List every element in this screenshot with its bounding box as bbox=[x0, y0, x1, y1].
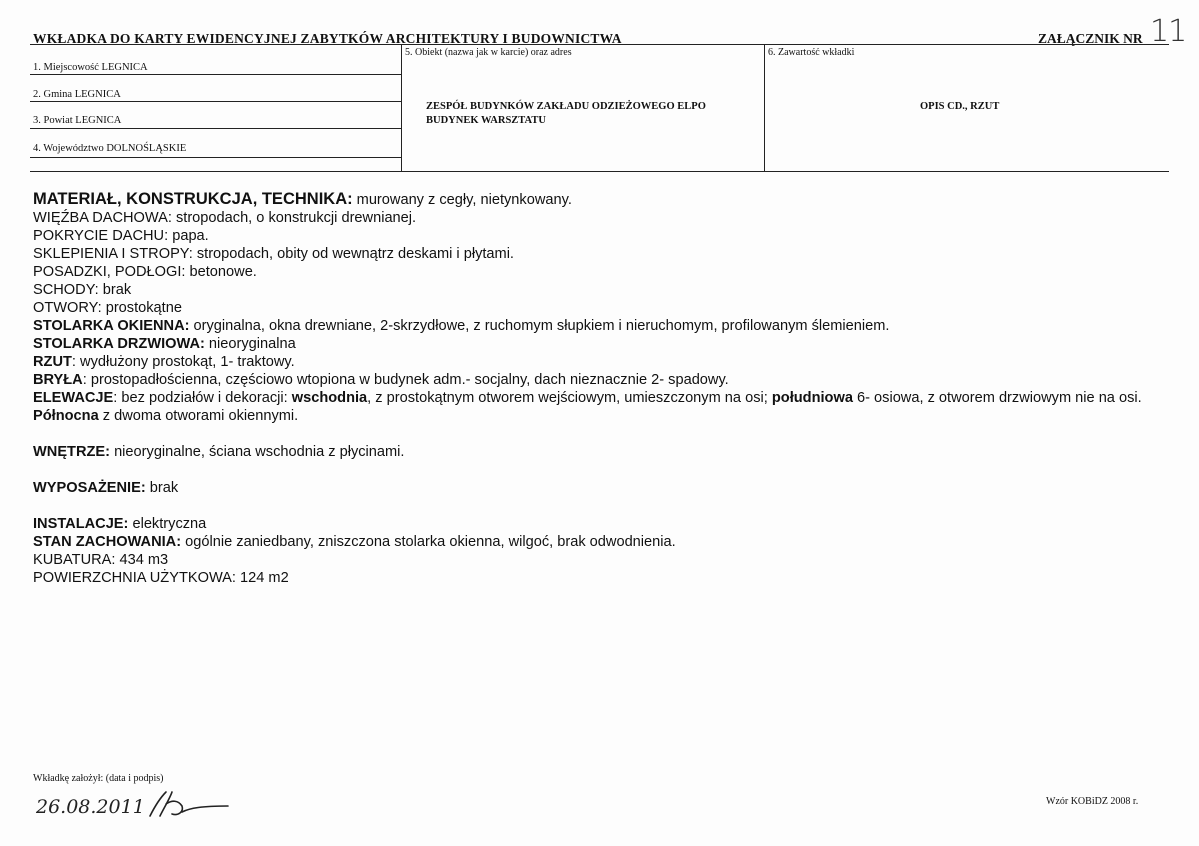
created-by-label: Wkładkę założył: (data i podpis) bbox=[33, 773, 164, 784]
annex-label: ZAŁĄCZNIK NR bbox=[1038, 31, 1143, 46]
table-bottom-border bbox=[30, 171, 1169, 172]
stolarka-okienna-label: STOLARKA OKIENNA: bbox=[33, 318, 190, 334]
signature-scribble bbox=[150, 792, 228, 816]
wyposazenie-label: WYPOSAŻENIE: bbox=[33, 480, 146, 496]
signature-date: 26.08.2011 bbox=[36, 796, 145, 818]
otwory-line: OTWORY: prostokątne bbox=[33, 300, 182, 316]
stan-zachowania-line bbox=[33, 533, 1163, 551]
field-miejscowosc: 1. Miejscowość LEGNICA bbox=[33, 62, 148, 73]
elewacje-line bbox=[33, 389, 1163, 425]
contents-value: OPIS CD., RZUT bbox=[920, 101, 1000, 112]
schody-line: SCHODY: brak bbox=[33, 282, 132, 298]
bryla-label: BRYŁA bbox=[33, 372, 83, 388]
material-line bbox=[33, 190, 1163, 209]
instalacje-value: elektryczna bbox=[128, 516, 207, 532]
kubatura-line: KUBATURA: 434 m3 bbox=[33, 552, 169, 568]
object-name-line1: ZESPÓŁ BUDYNKÓW ZAKŁADU ODZIEŻOWEGO ELPO bbox=[426, 101, 706, 112]
pokrycie-line: POKRYCIE DACHU: papa. bbox=[33, 228, 209, 244]
bryla-line bbox=[33, 371, 1163, 389]
stan-zachowania-label: STAN ZACHOWANIA: bbox=[33, 534, 182, 550]
stolarka-drzwiowa-value: nieoryginalna bbox=[204, 336, 296, 352]
bryla-value: : prostopadłościenna, częściowo wtopiona w budynek adm.- socjalny, dach nieznacznie 2- spadowy. bbox=[82, 372, 729, 388]
contents-label: 6. Zawartość wkładki bbox=[768, 47, 855, 58]
header-table bbox=[30, 44, 1169, 172]
spacer bbox=[33, 497, 1163, 515]
document-title: WKŁADKA DO KARTY EWIDENCYJNEJ ZABYTKÓW ARCHITEKTURY I BUDOWNICTWA bbox=[33, 31, 622, 46]
form-pattern: Wzór KOBiDZ 2008 r. bbox=[1046, 796, 1139, 807]
sklepienia-line: SKLEPIENIA I STROPY: stropodach, obity od wewnątrz deskami i płytami. bbox=[33, 246, 514, 262]
row-divider bbox=[30, 157, 401, 158]
row-divider bbox=[30, 74, 401, 75]
material-label: MATERIAŁ, KONSTRUKCJA, TECHNIKA: bbox=[33, 190, 353, 208]
column-divider-right bbox=[764, 44, 765, 172]
material-value: murowany z cegły, nietynkowany. bbox=[352, 192, 572, 208]
handwritten-signature bbox=[32, 786, 242, 831]
powierzchnia-line: POWIERZCHNIA UŻYTKOWA: 124 m2 bbox=[33, 570, 289, 586]
column-divider-left bbox=[401, 44, 402, 172]
field-powiat: 3. Powiat LEGNICA bbox=[33, 115, 122, 126]
instalacje-label: INSTALACJE: bbox=[33, 516, 129, 532]
object-label: 5. Obiekt (nazwa jak w karcie) oraz adres bbox=[405, 47, 572, 58]
wnetrze-line bbox=[33, 443, 1163, 461]
stan-zachowania-value: ogólnie zaniedbany, zniszczona stolarka okienna, wilgoć, brak odwodnienia. bbox=[181, 534, 676, 550]
spacer bbox=[33, 425, 1163, 443]
rzut-line bbox=[33, 353, 1163, 371]
elewacje-label: ELEWACJE bbox=[33, 390, 114, 406]
wyposazenie-line bbox=[33, 479, 1163, 497]
elewacje-text: 6- osiowa, z otworem drzwiowym nie na osi. bbox=[852, 390, 1142, 406]
wnetrze-label: WNĘTRZE: bbox=[33, 444, 111, 460]
description-body bbox=[33, 190, 1163, 587]
annex-number-handwritten: 11 bbox=[1150, 14, 1187, 49]
table-top-border bbox=[30, 44, 1169, 45]
spacer bbox=[33, 461, 1163, 479]
object-name-line2: BUDYNEK WARSZTATU bbox=[426, 115, 546, 126]
rzut-value: : wydłużony prostokąt, 1- traktowy. bbox=[71, 354, 295, 370]
signature-drawing bbox=[32, 786, 242, 826]
elewacje-text: z dwoma otworami okiennymi. bbox=[98, 408, 299, 424]
stolarka-drzwiowa-line bbox=[33, 335, 1163, 353]
row-divider bbox=[30, 128, 401, 129]
elewacje-poludniowa: południowa bbox=[771, 390, 853, 406]
instalacje-line bbox=[33, 515, 1163, 533]
stolarka-drzwiowa-label: STOLARKA DRZWIOWA: bbox=[33, 336, 205, 352]
elewacje-wschodnia: wschodnia bbox=[291, 390, 368, 406]
field-wojewodztwo: 4. Województwo DOLNOŚLĄSKIE bbox=[33, 143, 187, 154]
row-divider bbox=[30, 101, 401, 102]
rzut-label: RZUT bbox=[33, 354, 72, 370]
wyposazenie-value: brak bbox=[145, 480, 179, 496]
stolarka-okienna-line bbox=[33, 317, 1163, 335]
wiezba-line: WIĘŹBA DACHOWA: stropodach, o konstrukcji drewnianej. bbox=[33, 210, 417, 226]
elewacje-text: , z prostokątnym otworem wejściowym, umieszczonym na osi; bbox=[367, 390, 772, 406]
stolarka-okienna-value: oryginalna, okna drewniane, 2-skrzydłowe, z ruchomym słupkiem i nieruchomym, profilowanym ślemieniem. bbox=[189, 318, 890, 334]
wnetrze-value: nieoryginalne, ściana wschodnia z płycinami. bbox=[110, 444, 405, 460]
field-gmina: 2. Gmina LEGNICA bbox=[33, 89, 121, 100]
elewacje-text: : bez podziałów i dekoracji: bbox=[113, 390, 292, 406]
elewacje-polnocna: Północna bbox=[33, 408, 99, 424]
posadzki-line: POSADZKI, PODŁOGI: betonowe. bbox=[33, 264, 257, 280]
